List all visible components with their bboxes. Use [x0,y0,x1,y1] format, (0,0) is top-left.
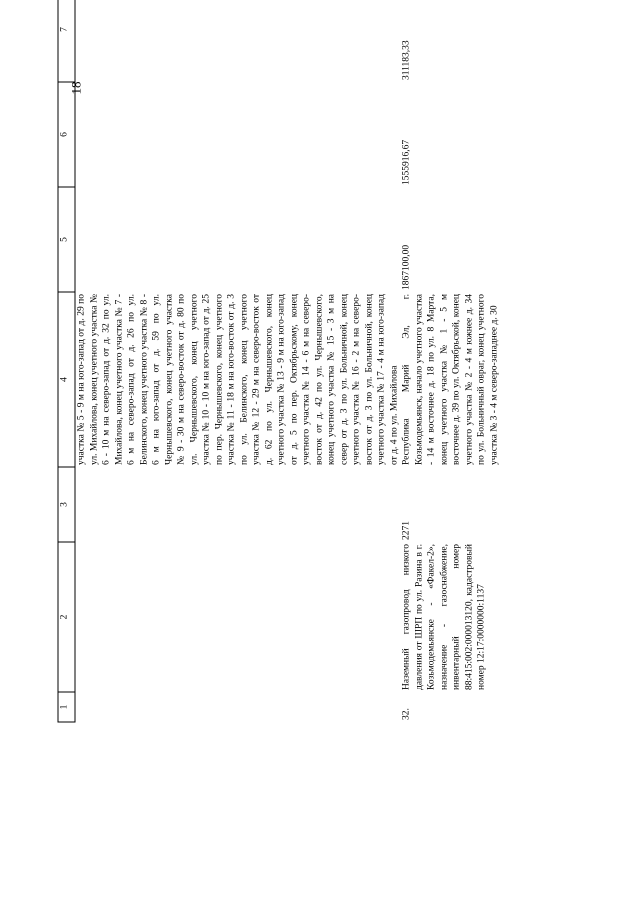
property-table [58,0,501,723]
value-col7: 311183,33 [401,40,412,80]
column-number-row [58,0,75,722]
location-description: Республика Марий Эл, г. Козьмодемьянск, начало учетного участка - 14 м восточнее д. 18 по ул. 8 Марта, конец учетного участка № 1 - 5 м восточнее д. 39 по ул. Октябрьской, конец учетного участка № 2 - 4 м южнее д. 34 по ул. Больничный овраг, конец учетного участка № 3 - 4 м северо-западнее д. 30 [401,294,499,465]
table-row [401,0,501,722]
empty-cell [75,542,401,692]
empty-cell [75,82,401,187]
column-header: 6 [58,82,75,187]
column-header: 3 [58,467,75,542]
empty-cell [75,692,401,722]
column-header: 2 [58,542,75,692]
page-number: 18 [68,81,84,95]
column-header: 7 [58,0,75,82]
value-col5: 1867100,00 [401,244,412,290]
empty-cell [75,187,401,292]
object-name: Наземный газопровод низкого давления от ШРП по ул. Разина в г. Козьмодемьянске - «Факел-2», назначение - газоснабжение, инвентарный номер 88:415:002:000013120, кадастровый номер 12:17:0000000:1137 [401,544,487,690]
empty-cell [75,467,401,542]
object-length: 2271 [401,521,412,540]
column-header: 5 [58,187,75,292]
location-description: участка № 5 - 9 м на юго-запад от д. 29 по ул. Михайлова, конец учетного участка № 6 - 10 м на северо-запад от д. 32 по ул. Михайлова, конец учетного участка № 7 - 6 м на северо-запад от д. 26 по ул. Белинского, конец учетного участка № 8 - 6 м на юго-запад от д. 59 по ул. Чернышевского, конец учетного участка № 9 - 30 м на северо-восток от д. 80 по ул. Чернышевского, конец учетного участка № 10 - 10 м на юго-запад от д. 25 по пер. Чернышевского, конец учетного участка № 11 - 18 м на юго-восток от д. 3 по ул. Белинского, конец учетного участка № 12 - 29 м на северо-восток от д. 62 по ул. Чернышевского, конец учетного участка № 13 - 9 м на юго-запад от д. 5 по пер. Октябрьскому, конец учетного участка № 14 - 6 м на северо-восток от д. 42 по ул. Чернышевского, конец учетного участка № 15 - 3 м на север от д. 3 по ул. Больничной, конец учетного участка № 16 - 2 м на северо-восток от д. 3 по ул. Больничной, конец учетного участка № 17 - 4 м на юго-запад от д. 4 по ул. Михайлова [76,294,399,465]
value-col6: 1555916,67 [401,139,412,185]
empty-cell [75,0,401,82]
column-header: 1 [58,692,75,722]
column-header: 4 [58,292,75,467]
row-number: 32. [401,708,412,720]
table-row-continuation [75,0,401,722]
rotated-table-page [58,0,558,723]
